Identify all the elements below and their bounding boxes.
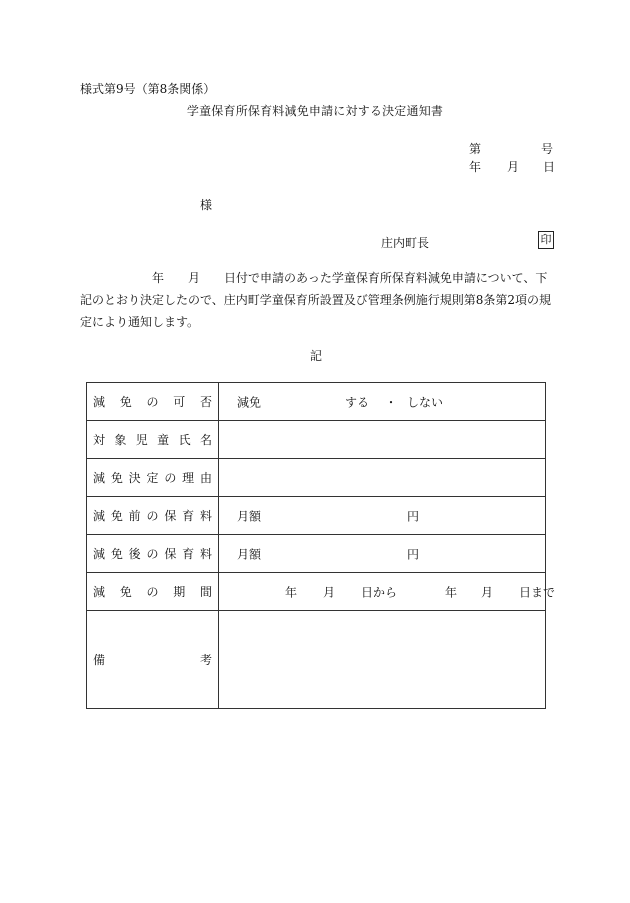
label-char: 可 xyxy=(173,395,186,409)
decision-table xyxy=(86,382,556,709)
row-approval xyxy=(87,383,546,421)
seal-stamp-box: 印 xyxy=(538,231,554,249)
doc-number-suffix: 号 xyxy=(541,142,554,156)
row-fee-before xyxy=(87,497,546,535)
label-char: 理 xyxy=(182,471,195,485)
period-until: 日まで xyxy=(519,585,556,599)
row-remarks xyxy=(87,611,546,709)
label-char: 育 xyxy=(182,509,195,523)
approval-prefix: 減免 xyxy=(237,395,262,409)
label-char: 免 xyxy=(119,585,132,599)
label-char: 間 xyxy=(199,585,212,599)
approval-yes: する xyxy=(345,395,370,409)
label-char: 定 xyxy=(146,471,159,485)
label-char: 決 xyxy=(128,471,141,485)
period-month1: 月 xyxy=(323,585,336,599)
doc-number-prefix: 第 xyxy=(469,142,482,156)
document-title: 学童保育所保育料減免申請に対する決定通知書 xyxy=(186,104,444,118)
form-number: 様式第9号（第8条関係） xyxy=(80,82,216,96)
label-char: 減 xyxy=(93,471,106,485)
label-char: 保 xyxy=(164,547,177,561)
label-char: の xyxy=(146,585,159,599)
row-fee-after xyxy=(87,535,546,573)
label-char: 前 xyxy=(128,509,141,523)
period-year1: 年 xyxy=(285,585,298,599)
value-period xyxy=(219,573,556,611)
label-reason xyxy=(87,459,219,497)
label-char: 減 xyxy=(93,395,106,409)
label-char: 考 xyxy=(199,653,212,667)
label-char: 料 xyxy=(199,509,212,523)
label-char: 氏 xyxy=(178,433,191,447)
label-char: 児 xyxy=(135,433,148,447)
label-char: 名 xyxy=(199,433,212,447)
row-period xyxy=(87,573,546,611)
value-fee-after xyxy=(219,535,546,573)
period-from: 日から xyxy=(361,585,398,599)
label-char: 象 xyxy=(114,433,127,447)
label-char: 免 xyxy=(110,471,123,485)
value-approval xyxy=(219,383,546,421)
approval-dot: ・ xyxy=(385,395,398,409)
value-fee-before xyxy=(219,497,546,535)
label-char: の xyxy=(146,395,159,409)
label-char: 後 xyxy=(128,547,141,561)
addressee-honorific: 様 xyxy=(200,198,213,212)
label-char: 減 xyxy=(93,585,106,599)
label-char: 備 xyxy=(93,653,106,667)
date-day: 日 xyxy=(543,160,556,174)
label-char: 減 xyxy=(93,509,106,523)
label-char: 育 xyxy=(182,547,195,561)
value-child-name xyxy=(219,421,546,459)
label-char: 免 xyxy=(110,509,123,523)
label-char: 保 xyxy=(164,509,177,523)
label-char: の xyxy=(146,547,159,561)
fee-before-unit: 円 xyxy=(407,509,420,523)
label-fee-after xyxy=(87,535,219,573)
sender-title: 庄内町長 xyxy=(381,236,430,250)
date-year: 年 xyxy=(469,160,482,174)
label-char: 由 xyxy=(199,471,212,485)
label-approval xyxy=(87,383,219,421)
date-month: 月 xyxy=(507,160,520,174)
label-char: 減 xyxy=(93,547,106,561)
notice-body: 年 月 日付で申請のあった学童保育所保育料減免申請について、下記のとおり決定したので、庄内町学童保育所設置及び管理条例施行規則第8条第2項の規定により通知します。 xyxy=(80,271,552,329)
row-reason xyxy=(87,459,546,497)
approval-no: しない xyxy=(407,395,444,409)
label-char: 対 xyxy=(93,433,106,447)
fee-after-prefix: 月額 xyxy=(237,547,262,561)
period-year2: 年 xyxy=(445,585,458,599)
label-char: 否 xyxy=(199,395,212,409)
label-char: 免 xyxy=(119,395,132,409)
period-month2: 月 xyxy=(481,585,494,599)
label-char: の xyxy=(146,509,159,523)
label-fee-before xyxy=(87,497,219,535)
label-char: 期 xyxy=(173,585,186,599)
label-char: 童 xyxy=(157,433,170,447)
fee-after-unit: 円 xyxy=(407,547,420,561)
row-child-name xyxy=(87,421,546,459)
label-char: 免 xyxy=(110,547,123,561)
value-remarks xyxy=(219,611,546,709)
label-remarks xyxy=(87,611,219,709)
label-char: 料 xyxy=(199,547,212,561)
ki-heading: 記 xyxy=(310,349,323,363)
label-period xyxy=(87,573,219,611)
value-reason xyxy=(219,459,546,497)
fee-before-prefix: 月額 xyxy=(237,509,262,523)
label-char: の xyxy=(164,471,177,485)
label-child-name xyxy=(87,421,219,459)
